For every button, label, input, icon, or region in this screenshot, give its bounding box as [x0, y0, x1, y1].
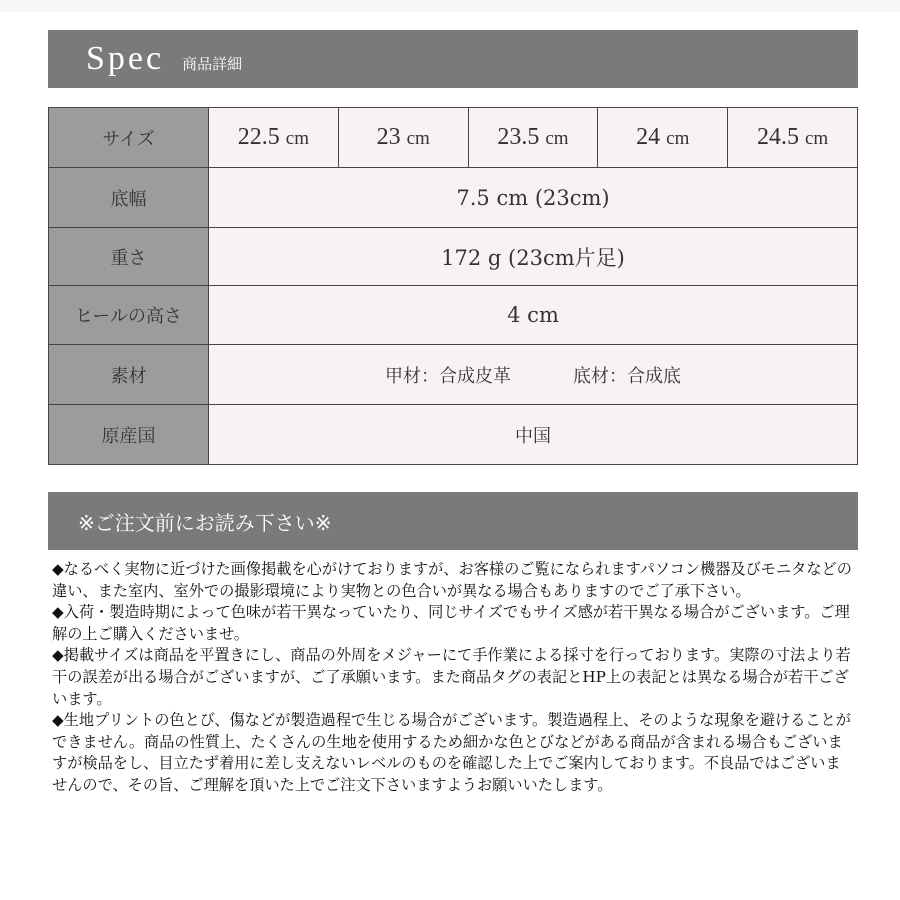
spec-title: Spec	[86, 40, 165, 77]
notice-header	[48, 492, 858, 550]
origin-value: 中国	[209, 405, 858, 465]
size-unit: cm	[545, 128, 569, 149]
origin-row	[49, 405, 858, 465]
size-cell	[209, 108, 339, 168]
material-upper: 甲材：合成皮革	[385, 365, 511, 387]
heel-value: 4 cm	[209, 286, 858, 345]
width-value: 7.5 cm (23cm)	[209, 168, 858, 228]
size-unit: cm	[666, 128, 690, 149]
width-label: 底幅	[49, 168, 209, 228]
size-cell	[598, 108, 728, 168]
material-sole: 底材：合成底	[573, 365, 681, 387]
size-cell	[338, 108, 468, 168]
size-cell	[468, 108, 598, 168]
spec-header	[48, 30, 858, 88]
heel-row	[49, 286, 858, 345]
material-label: 素材	[49, 345, 209, 405]
size-num: 23	[376, 124, 401, 150]
size-cell	[728, 108, 858, 168]
heel-label: ヒールの高さ	[49, 286, 209, 345]
material-value	[209, 345, 858, 405]
origin-label: 原産国	[49, 405, 209, 465]
size-label: サイズ	[49, 108, 209, 168]
notice-body	[52, 559, 852, 797]
size-num: 24.5	[756, 124, 799, 150]
top-strip	[0, 0, 900, 12]
weight-row	[49, 228, 858, 286]
size-unit: cm	[285, 128, 309, 149]
spec-table	[48, 107, 858, 465]
width-row	[49, 168, 858, 228]
notice-paragraph: ◆生地プリントの色とび、傷などが製造過程で生じる場合がございます。製造過程上、そのような現象を避けることができません。商品の性質上、たくさんの生地を使用するため細かな色とびなどがある商品が含まれる場合もございますが検品をし、目立たず着用に差し支えないレベルのものを確認した上でご案内しております。不良品ではございませんので、その旨、ご理解を頂いた上でご注文下さいますようお願いいたします。	[52, 711, 851, 794]
weight-label: 重さ	[49, 228, 209, 286]
size-unit: cm	[406, 128, 430, 149]
notice-title: ※ご注文前にお読み下さい※	[78, 510, 332, 535]
notice-paragraph: ◆なるべく実物に近づけた画像掲載を心がけておりますが、お客様のご覧になられますパソコン機器及びモニタなどの違い、また室内、室外での撮影環境により実物との色合いが異なる場合もありますのでご了承下さい。	[52, 560, 852, 600]
material-row	[49, 345, 858, 405]
notice-paragraph: ◆入荷・製造時期によって色味が若干異なっていたり、同じサイズでもサイズ感が若干異なる場合がございます。ご理解の上ご購入くださいませ。	[52, 603, 850, 643]
weight-value: 172 g (23cm片足)	[209, 228, 858, 286]
size-num: 23.5	[497, 124, 540, 150]
spec-subtitle: 商品詳細	[182, 54, 243, 73]
size-num: 22.5	[237, 124, 280, 150]
size-num: 24	[636, 124, 661, 150]
size-unit: cm	[804, 128, 829, 149]
notice-paragraph: ◆掲載サイズは商品を平置きにし、商品の外周をメジャーにて手作業による採寸を行っております。実際の寸法より若干の誤差が出る場合がございますが、ご了承願います。また商品タグの表記とHP上の表記とは異なる場合が若干ございます。	[52, 646, 851, 708]
size-row	[49, 108, 858, 168]
